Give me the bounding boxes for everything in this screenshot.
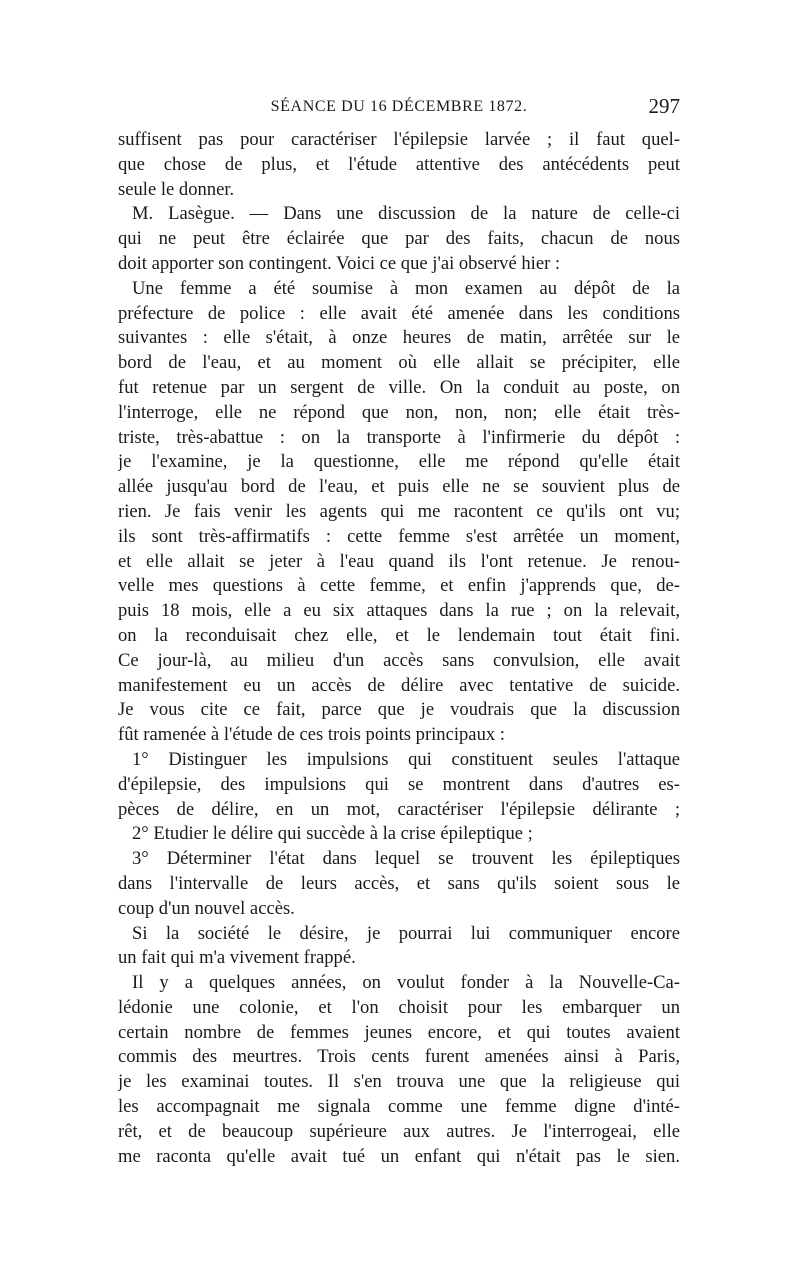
page-number: 297 [648,94,680,118]
text-line: qui ne peut être éclairée que par des faits, chacun de nous [118,228,680,250]
book-page [118,92,680,1169]
text-line: pèces de délire, en un mot, caractériser l'épilepsie délirante ; [118,798,680,820]
text-line: Si la société le désire, je pourrai lui communiquer encore [132,922,680,944]
text-line: triste, très-abattue : on la transporte à l'infirmerie du dépôt : [118,426,680,448]
text-line: commis des meurtres. Trois cents furent amenées ainsi à Paris, [118,1046,680,1068]
text-line: je les examinai toutes. Il s'en trouva une que la religieuse qui [118,1071,680,1093]
text-line: me raconta qu'elle avait tué un enfant qui n'était pas le sien. [118,1145,680,1167]
text-line: 3° Déterminer l'état dans lequel se trouvent les épileptiques [132,848,680,870]
text-line: que chose de plus, et l'étude attentive des antécédents peut [118,153,680,175]
text-line: rien. Je fais venir les agents qui me racontent ce qu'ils ont vu; [118,500,680,522]
text-line: d'épilepsie, des impulsions qui se montrent dans d'autres es- [118,773,680,795]
running-title: SÉANCE DU 16 DÉCEMBRE 1872. [270,98,528,115]
text-line: M. Lasègue. — Dans une discussion de la nature de celle-ci [132,203,680,225]
text-line: un fait qui m'a vivement frappé. [118,947,356,969]
text-line: velle mes questions à cette femme, et enfin j'apprends que, de- [118,575,680,597]
text-line: préfecture de police : elle avait été amenée dans les conditions [118,302,680,324]
text-line: ils sont très-affirmatifs : cette femme s'est arrêtée un moment, [118,525,680,547]
text-line: allée jusqu'au bord de l'eau, et puis elle ne se souvient plus de [118,476,680,498]
text-line: rêt, et de beaucoup supérieure aux autres. Je l'interrogeai, elle [118,1120,680,1142]
text-line: fut retenue par un sergent de ville. On la conduit au poste, on [118,376,680,398]
text-line: et elle allait se jeter à l'eau quand ils l'ont retenue. Je renou- [118,550,680,572]
body-text [118,128,680,1169]
text-line: dans l'intervalle de leurs accès, et sans qu'ils soient sous le [118,872,680,894]
text-line: Je vous cite ce fait, parce que je voudrais que la discussion [118,699,680,721]
text-line: doit apporter son contingent. Voici ce que j'ai observé hier : [118,252,561,274]
running-head [118,92,680,122]
text-line: certain nombre de femmes jeunes encore, et qui toutes avaient [118,1021,680,1043]
text-line: suivantes : elle s'était, à onze heures de matin, arrêtée sur le [118,327,680,349]
text-line: Ce jour-là, au milieu d'un accès sans convulsion, elle avait [118,649,680,671]
text-line: suffisent pas pour caractériser l'épilepsie larvée ; il faut quel- [118,129,680,150]
text-line: lédonie une colonie, et l'on choisit pour les embarquer un [118,996,680,1018]
text-line: bord de l'eau, et au moment où elle allait se précipiter, elle [118,352,680,374]
text-line: 2° Etudier le délire qui succède à la crise épileptique ; [132,823,533,845]
text-line: puis 18 mois, elle a eu six attaques dans la rue ; on la relevait, [118,600,680,622]
text-line: seule le donner. [118,178,235,200]
text-line: Une femme a été soumise à mon examen au dépôt de la [132,277,680,299]
text-line: on la reconduisait chez elle, et le lendemain tout était fini. [118,624,680,646]
text-line: coup d'un nouvel accès. [118,897,295,919]
text-line: 1° Distinguer les impulsions qui constituent seules l'attaque [132,748,680,770]
text-line: fût ramenée à l'étude de ces trois points principaux : [118,724,505,746]
text-line: les accompagnait me signala comme une femme digne d'inté- [118,1096,680,1118]
text-line: l'interroge, elle ne répond que non, non, non; elle était très- [118,401,680,423]
text-line: Il y a quelques années, on voulut fonder à la Nouvelle-Ca- [132,972,680,994]
text-line: manifestement eu un accès de délire avec tentative de suicide. [118,674,680,696]
text-line: je l'examine, je la questionne, elle me répond qu'elle était [118,451,680,473]
